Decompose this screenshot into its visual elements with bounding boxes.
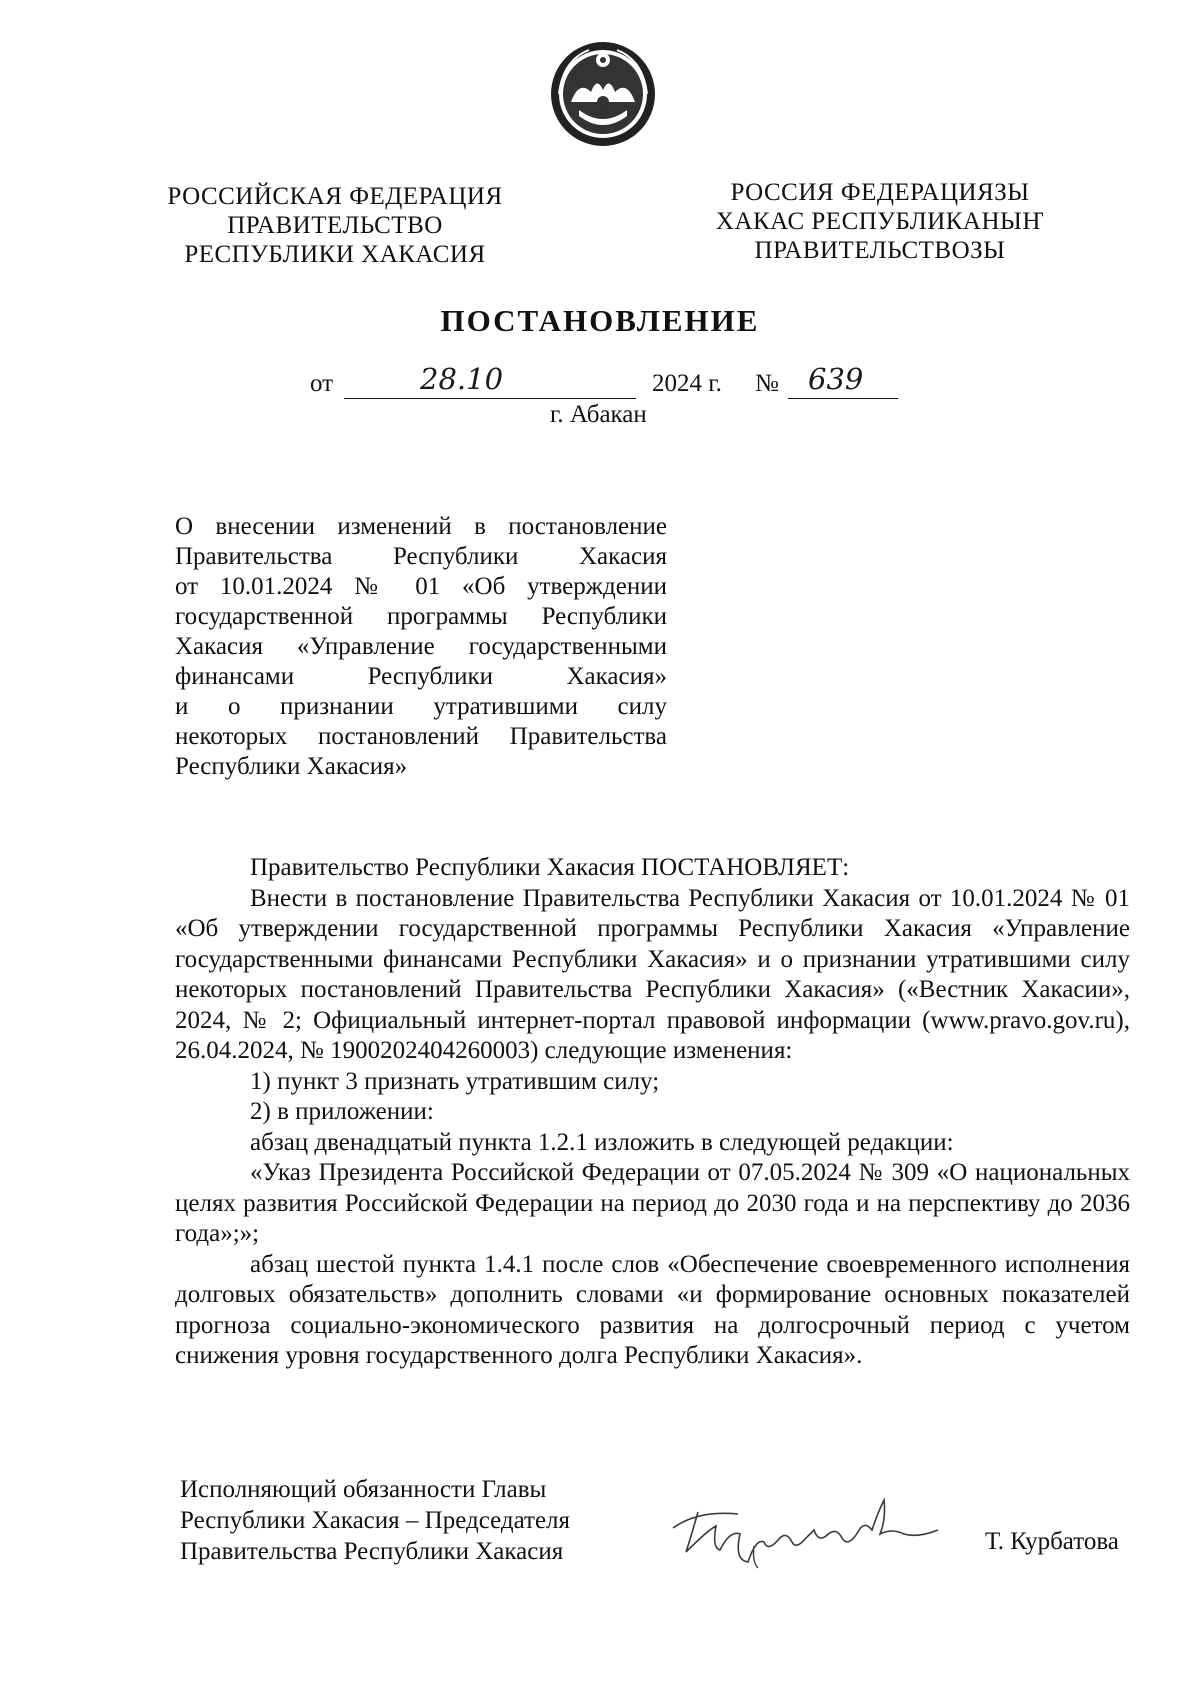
item-1: 1) пункт 3 признать утратившим силу; [250,1067,660,1095]
position-line: Республики Хакасия – Председателя [180,1507,571,1534]
subject-line: Республики Хакасия» [175,753,408,780]
item-2: 2) в приложении: [250,1098,434,1125]
document-title: ПОСТАНОВЛЕНИЕ [440,303,760,338]
subject-line: некоторых постановлений Правительства [175,723,667,750]
position-line: Правительства Республики Хакасия [180,1538,564,1565]
signatory-position [180,1474,570,1567]
handwritten-signature [668,1490,948,1570]
document-body [175,853,1130,1372]
date-underline [344,398,636,399]
date-handwritten: 28.10 [420,362,504,396]
signatory-name: Т. Курбатова [985,1528,1119,1555]
header-right-line: ХАКАС РЕСПУБЛИКАНЫҤ [715,208,1045,235]
number-label: № [755,370,779,397]
subject-line: Правительства Республики Хакасия [175,543,667,570]
date-prefix: от [310,370,334,397]
header-left-line: РЕСПУБЛИКИ ХАКАСИЯ [184,241,486,268]
republic-of-khakassia-coat-of-arms-icon [549,40,657,148]
header-left-line: РОССИЙСКАЯ ФЕДЕРАЦИЯ [167,183,503,210]
header-left-russian [160,182,510,269]
number-handwritten: 639 [808,362,864,396]
paragraph-twelve-instruction: абзац двенадцатый пункта 1.2.1 изложить в следующей редакции: [250,1128,954,1156]
paragraph-six-instruction: абзац шестой пункта 1.4.1 после слов «Обеспечение своевременного исполнения долговых обязательств» дополнить словами «и формирование основных показателей прогноза социально-экономического развития на долгосрочный период с учетом снижения уровня государственного долга Республики Хакасия». [175,1250,1130,1369]
intro-paragraph: Внести в постановление Правительства Республики Хакасия от 10.01.2024 № 01 «Об утверждении государственной программы Республики Хакасия «Управление государственными финансами Республики Хакасия» и о признании утратившими силу некоторых постановлений Правительства Республики Хакасия» («Вестник Хакасии», 2024, № 2; Официальный интернет-портал правовой информации (www.pravo.gov.ru), 26.04.2024, № 1900202404260003) следующие изменения: [175,884,1130,1064]
signature-icon [668,1490,948,1570]
subject-line: и о признании утратившими силу [175,693,667,720]
header-left-line: ПРАВИТЕЛЬСТВО [227,212,443,239]
city-label: г. Абакан [550,401,647,428]
decree-paragraph: «Указ Президента Российской Федерации от 07.05.2024 № 309 «О национальных целях развития Российской Федерации на период до 2030 года и на перспективу до 2036 года»;»; [175,1159,1130,1247]
subject-line: финансами Республики Хакасия» [175,663,667,690]
subject-line: О внесении изменений в постановление [175,513,667,540]
subject-line: государственной программы Республики [175,603,667,630]
subject-line: от 10.01.2024 № 01 «Об утверждении [175,573,667,600]
year-label: 2024 г. [652,370,722,397]
number-underline [788,398,898,399]
header-right-line: ПРАВИТЕЛЬСТВОЗЫ [754,237,1006,264]
header-right-khakas [700,178,1060,265]
coat-of-arms-emblem [549,40,657,148]
document-subject [175,512,667,782]
subject-line: Хакасия «Управление государственными [175,633,667,660]
resolves-paragraph: Правительство Республики Хакасия ПОСТАНОВЛЯЕТ: [250,854,850,881]
position-line: Исполняющий обязанности Главы [180,1476,547,1503]
header-right-line: РОССИЯ ФЕДЕРАЦИЯЗЫ [730,179,1030,206]
